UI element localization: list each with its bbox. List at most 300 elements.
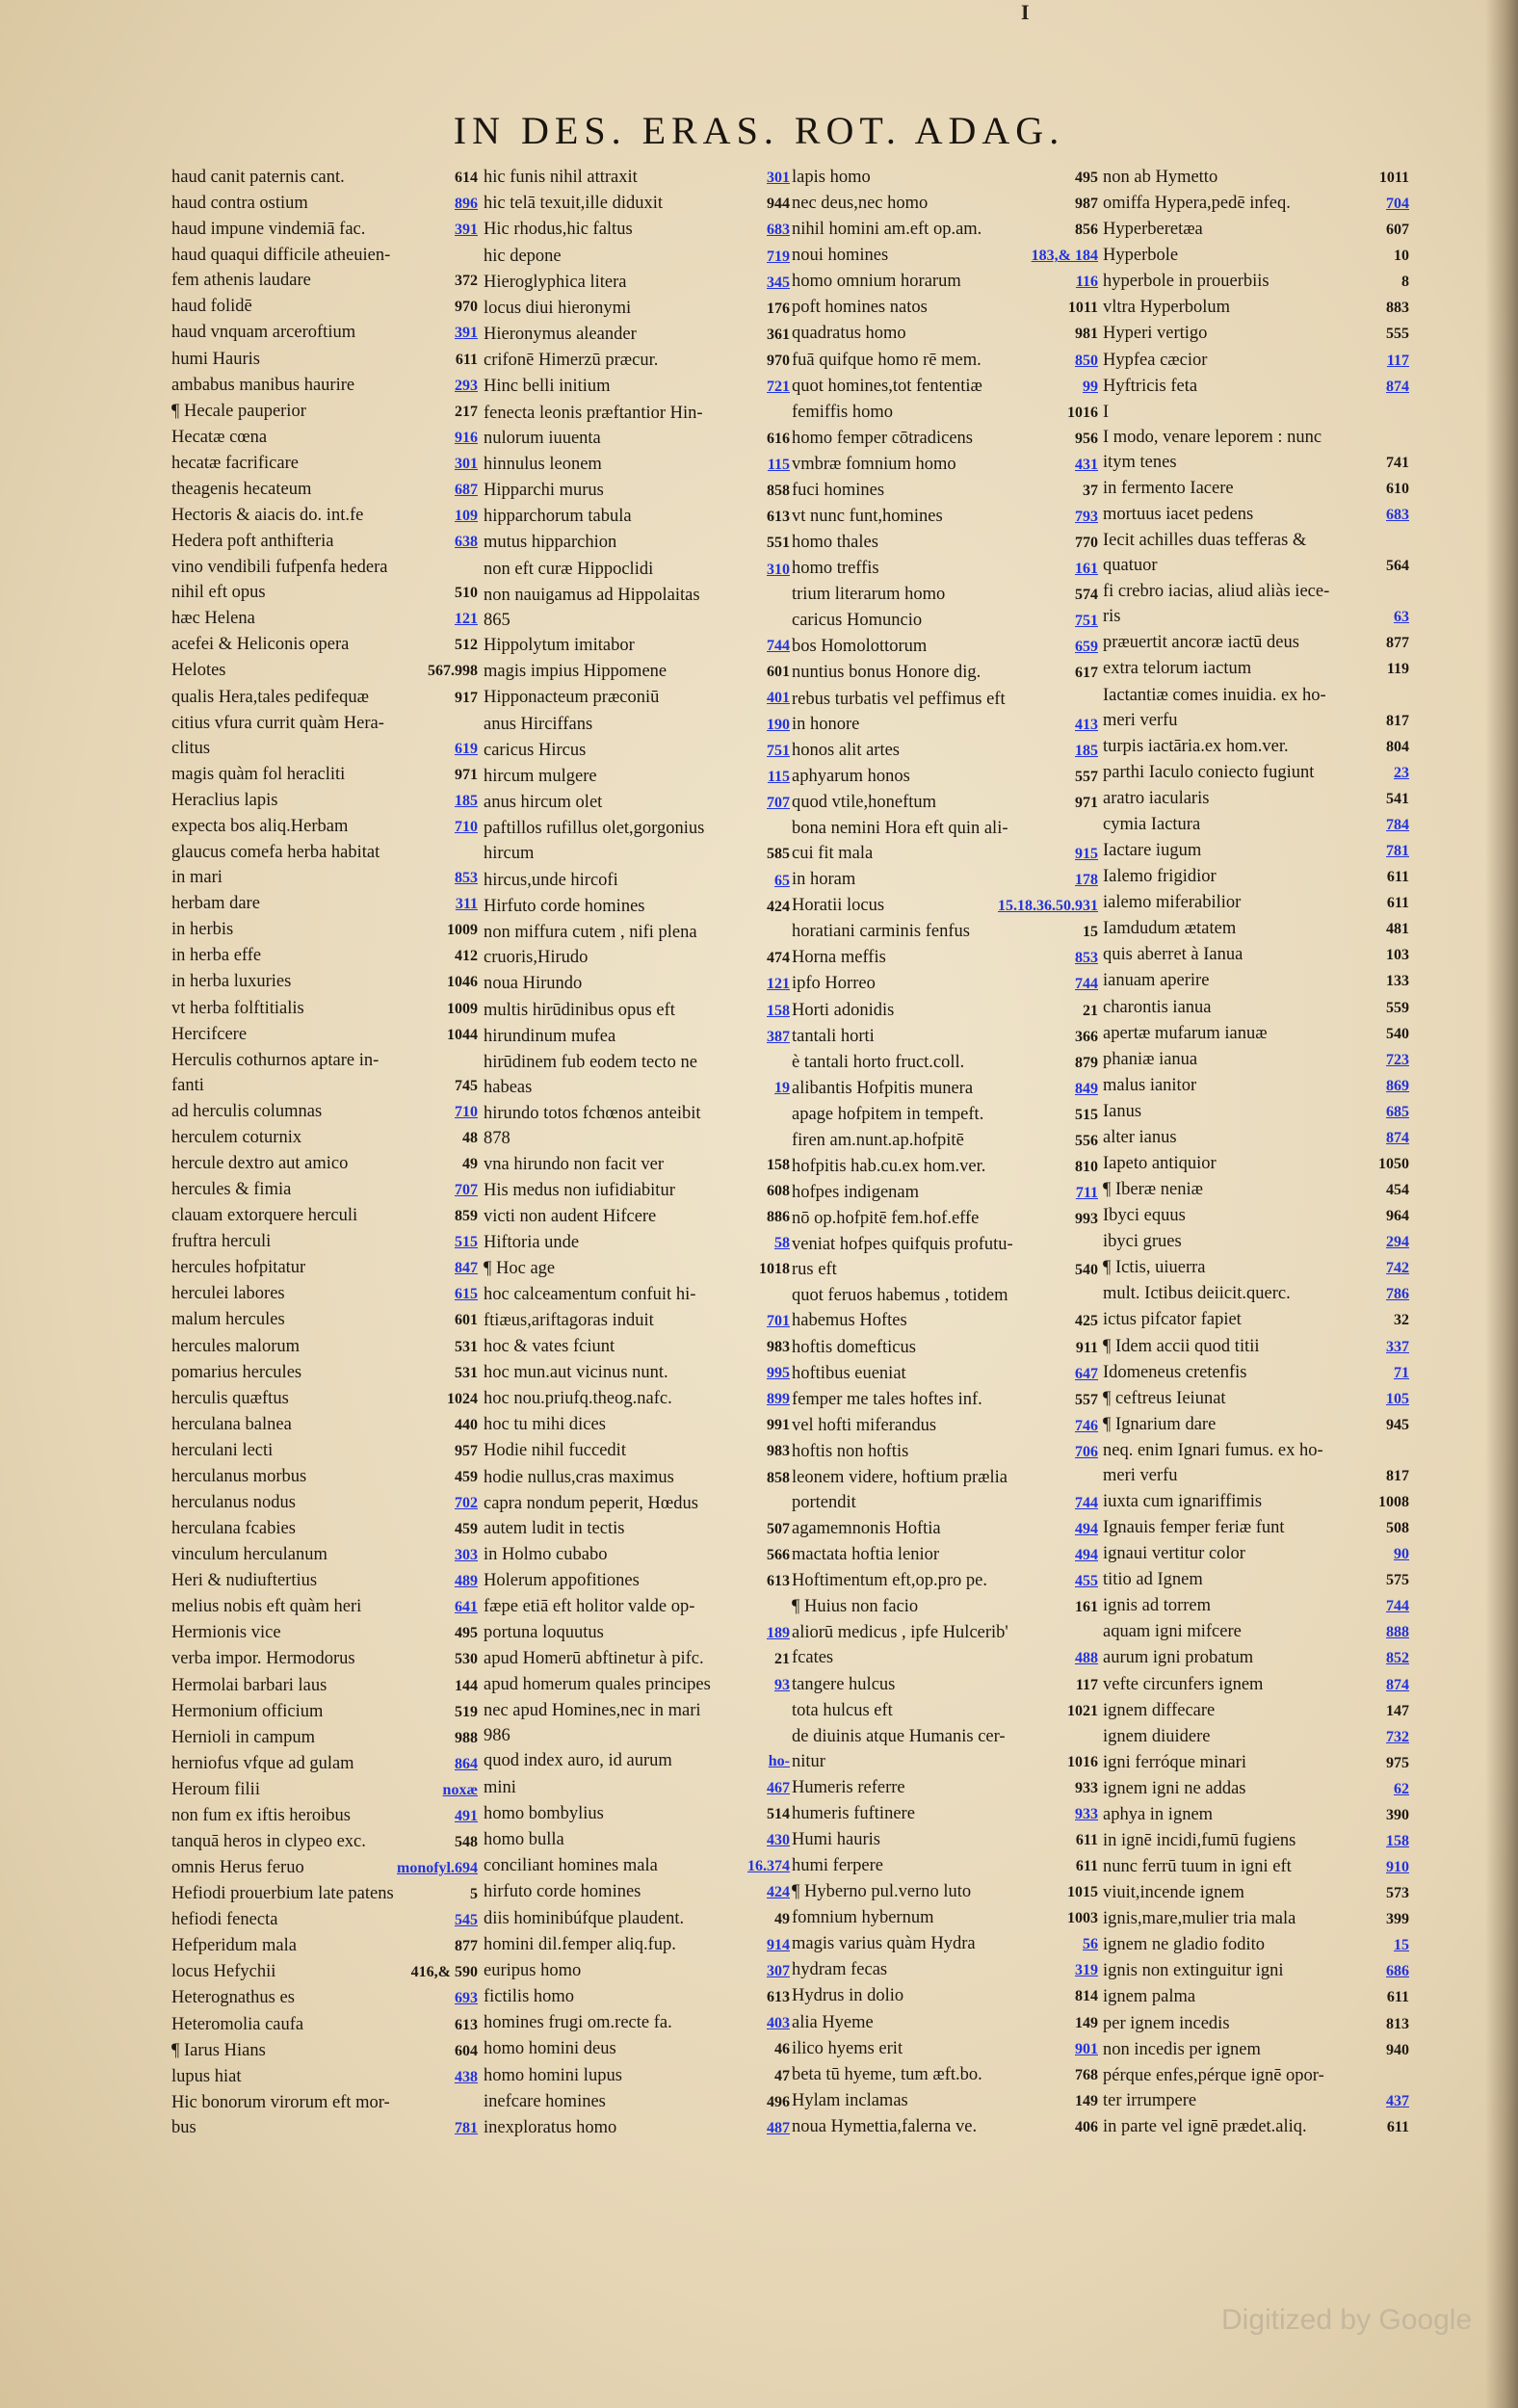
page-reference-link[interactable]: 874 <box>1386 1676 1409 1693</box>
page-reference-link[interactable]: 65 <box>774 872 790 889</box>
index-entry <box>484 1153 790 1177</box>
page-reference-link[interactable]: 710 <box>455 1103 478 1120</box>
page-reference-link[interactable]: 90 <box>1394 1546 1409 1563</box>
page-reference: 859 <box>455 1208 478 1225</box>
index-entry <box>484 349 790 373</box>
page-reference-link[interactable]: 494 <box>1075 1547 1098 1564</box>
page-reference: 21 <box>774 1650 790 1667</box>
page-reference-link[interactable]: 707 <box>455 1182 478 1199</box>
page-reference-link[interactable]: 19 <box>774 1080 790 1097</box>
page-reference-link[interactable]: 615 <box>455 1286 478 1303</box>
page-reference-link[interactable]: 16.374 <box>747 1858 790 1875</box>
page-reference-link[interactable]: 71 <box>1394 1364 1409 1381</box>
index-entry <box>1103 451 1409 475</box>
page-reference-link[interactable]: noxæ <box>442 1781 478 1798</box>
entry-text: ¶ Hyberno pul.verno luto <box>792 1882 972 1902</box>
entry-text: è tantali horto fruct.coll. <box>792 1052 965 1072</box>
entry-text: trium literarum homo <box>792 585 946 605</box>
index-entry <box>171 997 478 1021</box>
index-entry <box>484 1517 790 1541</box>
page-reference: 611 <box>1075 1832 1098 1848</box>
page-reference-link[interactable]: 874 <box>1386 1129 1409 1146</box>
page-reference-link[interactable]: 702 <box>455 1494 478 1511</box>
entry-text: herculani lecti <box>171 1440 274 1460</box>
page-reference-link[interactable]: 910 <box>1386 1859 1409 1876</box>
index-entry <box>484 1361 790 1385</box>
index-entry <box>1103 1308 1409 1332</box>
page-reference-link[interactable]: 293 <box>455 377 478 394</box>
index-entry <box>792 1362 1098 1386</box>
page-reference-link[interactable]: 916 <box>455 429 478 446</box>
page-reference-link[interactable]: 487 <box>767 2119 790 2136</box>
index-entry <box>171 686 478 710</box>
page-reference-link[interactable]: 424 <box>767 1884 790 1901</box>
index-entry <box>171 400 478 424</box>
page-reference-link[interactable]: 693 <box>455 1990 478 2007</box>
page-reference-link[interactable]: 719 <box>767 248 790 265</box>
index-entry <box>171 1882 478 1906</box>
entry-text: Iapeto antiquior <box>1103 1153 1217 1173</box>
entry-text: malus ianitor <box>1103 1075 1197 1095</box>
index-entry <box>792 1414 1098 1438</box>
page-reference: 1009 <box>447 1000 478 1017</box>
index-entry <box>484 921 790 944</box>
page-reference-link[interactable]: 105 <box>1386 1390 1409 1407</box>
entry-text: Heteromolia caufa <box>171 2014 304 2034</box>
index-entry <box>484 2064 790 2088</box>
entry-text: tangere hulcus <box>792 1674 896 1694</box>
page-reference: 745 <box>455 1077 478 1094</box>
entry-text: Hieroglyphica litera <box>484 272 627 292</box>
page-reference-link[interactable]: 784 <box>1386 816 1409 833</box>
page-reference-link[interactable]: 488 <box>1075 1650 1098 1667</box>
page-reference-link[interactable]: 751 <box>1075 613 1098 630</box>
index-entry <box>484 166 790 190</box>
page-reference-link[interactable]: 337 <box>1386 1338 1409 1355</box>
entry-text: crifonē Himerzū præcur. <box>484 351 659 371</box>
page-reference: 557 <box>1075 768 1098 785</box>
page-reference-link[interactable]: 189 <box>767 1624 790 1641</box>
index-entry <box>1103 1282 1409 1306</box>
entry-text: Heroum filii <box>171 1779 260 1799</box>
page-reference: 608 <box>767 1182 790 1199</box>
page-reference: 614 <box>455 170 478 186</box>
index-entry <box>792 1258 1098 1282</box>
page-reference-link[interactable]: 438 <box>455 2068 478 2085</box>
index-entry <box>1103 1126 1409 1150</box>
page-reference: 117 <box>1075 1676 1098 1693</box>
page-reference-link[interactable]: 515 <box>455 1234 478 1251</box>
page-reference-link[interactable]: 659 <box>1075 639 1098 656</box>
index-entry <box>171 1178 478 1202</box>
index-entry <box>484 739 790 763</box>
entry-text: firen am.nunt.ap.hofpitē <box>792 1130 964 1150</box>
entry-text: Horatii locus <box>792 896 885 916</box>
page-reference-link[interactable]: 781 <box>1386 843 1409 860</box>
page-reference: 540 <box>1075 1262 1098 1279</box>
entry-text: caricus Homuncio <box>792 611 923 631</box>
entry-text: non fum ex iftis heroibus <box>171 1805 352 1825</box>
page-reference: 613 <box>767 1989 790 2006</box>
page-reference: 1008 <box>1378 1493 1409 1510</box>
page-reference-link[interactable]: 723 <box>1386 1051 1409 1068</box>
index-entry <box>792 1155 1098 1179</box>
page-reference-link[interactable]: 311 <box>455 896 478 913</box>
page-reference-link[interactable]: 732 <box>1386 1728 1409 1745</box>
page-reference-link[interactable]: 864 <box>455 1755 478 1772</box>
page-reference-link[interactable]: 93 <box>774 1676 790 1693</box>
index-entry <box>792 1984 1098 2008</box>
page-reference-link[interactable]: 746 <box>1075 1417 1098 1434</box>
index-entry <box>171 2013 478 2037</box>
entry-text: Iamdudum ætatem <box>1103 919 1237 939</box>
entry-text: homo bulla <box>484 1830 564 1849</box>
entry-text: aphya in ignem <box>1103 1804 1214 1824</box>
page-reference: 21 <box>1083 1002 1098 1019</box>
entry-text: homo femper cōtradicens <box>792 428 974 448</box>
page-reference-link[interactable]: 15 <box>1394 1937 1409 1954</box>
entry-text: nec deus,nec homo <box>792 194 929 214</box>
entry-text: hodie nullus,cras maximus <box>484 1467 674 1487</box>
page-reference-link[interactable]: 744 <box>767 638 790 655</box>
entry-text: cymia Iactura <box>1103 814 1201 834</box>
page-reference-link[interactable]: 158 <box>767 1002 790 1019</box>
index-entry <box>1103 1881 1409 1905</box>
index-entry <box>1103 1907 1409 1931</box>
entry-text: rebus turbatis vel peffimus eft <box>792 689 1006 709</box>
entry-text: anus hircum olet <box>484 793 603 813</box>
page-reference: 988 <box>455 1729 478 1746</box>
index-entry <box>792 1621 1098 1644</box>
page-reference-link[interactable]: 116 <box>1075 274 1098 291</box>
entry-text: haud impune vindemiā fac. <box>171 220 366 240</box>
index-entry <box>1103 865 1409 889</box>
entry-text: verba impor. Hermodorus <box>171 1649 355 1669</box>
index-entry <box>1103 1516 1409 1540</box>
index-entry <box>484 895 790 919</box>
index-entry <box>171 1126 478 1150</box>
index-entry <box>484 1959 790 1983</box>
page-reference: 1024 <box>447 1390 478 1407</box>
page-reference-link[interactable]: 62 <box>1394 1780 1409 1797</box>
entry-text: Hercifcere <box>171 1024 248 1044</box>
page-reference: 981 <box>1075 326 1098 343</box>
page-reference-link[interactable]: 161 <box>1075 561 1098 578</box>
page-reference: 613 <box>767 509 790 526</box>
index-entry <box>792 1181 1098 1205</box>
index-entry <box>1103 761 1409 785</box>
index-entry <box>792 842 1098 866</box>
entry-text: Horti adonidis <box>792 1000 895 1020</box>
page-reference: 540 <box>1386 1025 1409 1042</box>
page-reference: 555 <box>1386 326 1409 343</box>
entry-text: nuntius bonus Honore dig. <box>792 663 981 683</box>
page-reference-link[interactable]: 914 <box>767 1936 790 1953</box>
page-reference-link[interactable]: 638 <box>455 534 478 551</box>
index-entry <box>171 815 478 839</box>
page-reference-link[interactable]: 869 <box>1386 1077 1409 1094</box>
entry-text: bos Homolottorum <box>792 637 928 657</box>
entry-text: Ialemo frigidior <box>1103 867 1217 887</box>
entry-text: magis varius quàm Hydra <box>792 1934 976 1954</box>
page-reference-link[interactable]: 489 <box>455 1573 478 1590</box>
page-reference-link[interactable]: 303 <box>455 1547 478 1564</box>
page-reference-link[interactable]: 319 <box>1075 1962 1098 1979</box>
page-reference-link[interactable]: 121 <box>767 976 790 993</box>
page-reference-link[interactable]: 391 <box>455 222 478 239</box>
page-reference-link[interactable]: 874 <box>1386 378 1409 395</box>
page-reference-link[interactable]: 455 <box>1075 1573 1098 1590</box>
page-reference-link[interactable]: 387 <box>767 1028 790 1045</box>
page-reference: 611 <box>1386 895 1409 912</box>
page-reference-link[interactable]: 190 <box>767 716 790 733</box>
page-reference-link[interactable]: 711 <box>1075 1185 1098 1202</box>
entry-text: ignis,mare,mulier tria mala <box>1103 1909 1296 1929</box>
index-entry <box>792 1750 1098 1774</box>
page-reference-link[interactable]: 915 <box>1075 846 1098 863</box>
entry-text: vinculum herculanum <box>171 1545 327 1565</box>
page-reference-link[interactable]: 683 <box>767 222 790 239</box>
entry-text: Holerum appofitiones <box>484 1571 640 1591</box>
entry-text: femiffis homo <box>792 402 893 422</box>
index-entry <box>484 1776 790 1800</box>
index-entry <box>1103 401 1409 424</box>
entry-text: noua Hymettia,falerna ve. <box>792 2116 978 2136</box>
index-entry <box>171 866 478 890</box>
page-reference-link[interactable]: 403 <box>767 2015 790 2032</box>
entry-text: ¶ Idem accii quod titii <box>1103 1336 1260 1356</box>
index-entry <box>792 739 1098 763</box>
index-entry <box>171 763 478 787</box>
page-reference: 496 <box>767 2093 790 2110</box>
page-reference-link[interactable]: 686 <box>1386 1963 1409 1980</box>
page-reference-link[interactable]: 185 <box>1075 742 1098 759</box>
entry-text: humeris fuftinere <box>792 1803 915 1823</box>
page-reference-link[interactable]: 430 <box>767 1832 790 1848</box>
page-reference-link[interactable]: 896 <box>455 196 478 213</box>
entry-text: vefte circunfers ignem <box>1103 1674 1264 1694</box>
index-entry <box>1103 1985 1409 2009</box>
entry-text: hoc & vates fciunt <box>484 1336 615 1356</box>
index-entry <box>792 1854 1098 1878</box>
page-reference-link[interactable]: 852 <box>1386 1650 1409 1667</box>
page-reference-link[interactable]: 56 <box>1083 1936 1098 1953</box>
index-entry <box>792 972 1098 996</box>
page-reference-link[interactable]: 301 <box>767 170 790 186</box>
page-reference-link[interactable]: 647 <box>1075 1365 1098 1382</box>
index-entry <box>792 1103 1098 1127</box>
page-reference-link[interactable]: 307 <box>767 1962 790 1979</box>
index-entry <box>1103 554 1409 578</box>
page-reference-link[interactable]: 63 <box>1394 609 1409 626</box>
page-reference-link[interactable]: 849 <box>1075 1080 1098 1097</box>
entry-text: quot homines,tot fententiæ <box>792 376 982 396</box>
page-reference: 495 <box>455 1625 478 1642</box>
entry-text: agamemnonis Hoftia <box>792 1519 941 1539</box>
entry-text: melius nobis eft quàm heri <box>171 1597 362 1617</box>
entry-text: hæc Helena <box>171 609 255 629</box>
index-entry <box>171 970 478 994</box>
index-entry <box>171 1204 478 1228</box>
page-reference-link[interactable]: 850 <box>1075 352 1098 369</box>
page-reference-link[interactable]: 710 <box>455 818 478 835</box>
index-entry <box>792 1776 1098 1800</box>
entry-text: fictilis homo <box>484 1987 575 2007</box>
page-reference: 1046 <box>447 974 478 991</box>
page-reference-link[interactable]: 707 <box>767 795 790 812</box>
index-entry <box>484 1647 790 1671</box>
entry-text: ¶ Iarus Hians <box>171 2040 266 2060</box>
page-reference-link[interactable]: 781 <box>455 2119 478 2136</box>
page-reference-link[interactable]: 294 <box>1386 1234 1409 1251</box>
index-entry <box>792 1932 1098 1956</box>
entry-text: Ignauis femper feriæ funt <box>1103 1518 1285 1538</box>
page-reference-link[interactable]: 706 <box>1075 1443 1098 1460</box>
page-reference-link[interactable]: 413 <box>1075 716 1098 733</box>
entry-text: conciliant homines mala <box>484 1856 658 1876</box>
entry-text: nihil homini am.eft op.am. <box>792 220 982 240</box>
entry-text: non incedis per ignem <box>1103 2039 1261 2059</box>
page-reference-link[interactable]: 786 <box>1386 1286 1409 1303</box>
index-entry <box>1103 2064 1409 2087</box>
page-reference-link[interactable]: 545 <box>455 1912 478 1929</box>
page-reference-link[interactable]: 437 <box>1386 2092 1409 2109</box>
entry-text: honos alit artes <box>792 740 901 760</box>
page-reference-link[interactable]: 431 <box>1075 456 1098 473</box>
page-reference-link[interactable]: 301 <box>455 455 478 472</box>
page-reference-link[interactable]: 117 <box>1386 352 1409 369</box>
page-reference-link[interactable]: 391 <box>455 325 478 342</box>
page-reference-link[interactable]: 183,& 184 <box>1031 248 1098 265</box>
page-reference: 46 <box>774 2041 790 2058</box>
page-reference-link[interactable]: 58 <box>774 1235 790 1252</box>
page-reference-link[interactable]: 158 <box>1386 1833 1409 1849</box>
page-reference: 149 <box>1075 2092 1098 2109</box>
index-entry <box>171 244 478 267</box>
page-reference-link[interactable]: 115 <box>767 456 790 473</box>
entry-text: ignem igni ne addas <box>1103 1778 1246 1798</box>
page-reference-link[interactable]: 744 <box>1386 1598 1409 1615</box>
page-reference-link[interactable]: 687 <box>455 481 478 498</box>
index-entry <box>1103 1439 1409 1462</box>
entry-text: His medus non iufidiabitur <box>484 1180 675 1200</box>
page-reference-link[interactable]: 99 <box>1083 378 1098 395</box>
entry-text: hoc mun.aut vicinus nunt. <box>484 1362 668 1382</box>
page-reference-link[interactable]: 744 <box>1075 1494 1098 1511</box>
page-reference-link[interactable]: 619 <box>455 740 478 757</box>
page-reference-link[interactable]: 901 <box>1075 2040 1098 2057</box>
page-reference: 856 <box>1075 222 1098 239</box>
page-reference-link[interactable]: 847 <box>455 1260 478 1277</box>
page-reference-link[interactable]: 401 <box>767 690 790 707</box>
page-reference-link[interactable]: 345 <box>767 274 790 291</box>
page-reference-link[interactable]: 15.18.36.50.931 <box>998 898 1098 915</box>
page-reference-link[interactable]: 491 <box>455 1807 478 1824</box>
page-reference-link[interactable]: 178 <box>1075 872 1098 889</box>
index-entry <box>171 530 478 554</box>
entry-text: ianuam aperire <box>1103 971 1210 991</box>
page-reference-link[interactable]: 899 <box>767 1391 790 1408</box>
index-entry <box>484 1933 790 1957</box>
index-entry <box>171 607 478 631</box>
page-reference: 933 <box>1075 1779 1098 1796</box>
page-reference: 741 <box>1386 454 1409 471</box>
entry-text: hercule dextro aut amico <box>171 1153 349 1173</box>
page-reference-link[interactable]: 683 <box>1386 507 1409 524</box>
page-reference-link[interactable]: 793 <box>1075 509 1098 526</box>
entry-text: ignis ad torrem <box>1103 1596 1212 1616</box>
page-reference-link[interactable]: 121 <box>455 611 478 628</box>
index-entry <box>484 791 790 815</box>
index-entry <box>792 817 1098 840</box>
page-reference-link[interactable]: 494 <box>1075 1521 1098 1538</box>
page-reference-link[interactable]: 23 <box>1394 764 1409 781</box>
page-reference-link[interactable]: 641 <box>455 1599 478 1616</box>
entry-text: hofpes indigenam <box>792 1183 920 1203</box>
entry-text: non eft curæ Hippoclidi <box>484 559 654 579</box>
page-reference-link[interactable]: 704 <box>1386 196 1409 213</box>
page-reference-link[interactable]: 467 <box>767 1779 790 1796</box>
page-reference-link[interactable]: 721 <box>767 379 790 396</box>
page-reference-link[interactable]: 185 <box>455 792 478 809</box>
page-reference-link[interactable]: 751 <box>767 742 790 759</box>
page-reference-link[interactable]: 742 <box>1386 1260 1409 1277</box>
page-reference-link[interactable]: 853 <box>1075 950 1098 967</box>
entry-text: ictus pifcator fapiet <box>1103 1310 1242 1330</box>
entry-text: apertæ mufarum ianuæ <box>1103 1023 1268 1043</box>
page-reference-link[interactable]: 310 <box>767 561 790 578</box>
entry-text: iuxta cum ignariffimis <box>1103 1491 1263 1511</box>
entry-text: poft homines natos <box>792 298 928 318</box>
index-entry <box>171 1074 478 1098</box>
page-reference-link[interactable]: 853 <box>455 870 478 887</box>
page-reference-link[interactable]: 701 <box>767 1312 790 1329</box>
index-entry <box>1103 1777 1409 1801</box>
page-reference-link[interactable]: 995 <box>767 1364 790 1381</box>
entry-text: malum hercules <box>171 1310 285 1330</box>
index-entry <box>484 245 790 269</box>
entry-text: hinnulus leonem <box>484 454 602 474</box>
entry-text: hirundinum mufea <box>484 1026 616 1046</box>
index-entry <box>484 505 790 529</box>
index-entry <box>792 1673 1098 1697</box>
page-reference-link[interactable]: 933 <box>1075 1805 1098 1822</box>
page-reference-link[interactable]: 888 <box>1386 1624 1409 1641</box>
page-reference: 366 <box>1075 1028 1098 1045</box>
entry-text: meri verfu <box>1103 710 1178 730</box>
page-reference-link[interactable]: 685 <box>1386 1103 1409 1120</box>
index-entry <box>792 868 1098 892</box>
index-entry <box>792 1906 1098 1930</box>
entry-text: fanti <box>171 1075 204 1095</box>
entry-text: rus eft <box>792 1260 837 1280</box>
entry-text: herculem coturnix <box>171 1127 302 1147</box>
page-reference: 611 <box>1386 869 1409 886</box>
index-entry <box>792 375 1098 399</box>
index-entry <box>1103 605 1409 629</box>
page-reference-link[interactable]: 744 <box>1075 976 1098 993</box>
page-reference: 987 <box>1075 196 1098 213</box>
page-reference-link[interactable]: monofyl.694 <box>397 1860 478 1877</box>
page-reference: 983 <box>767 1443 790 1460</box>
entry-text: aphyarum honos <box>792 766 910 786</box>
page-reference-link[interactable]: 109 <box>455 508 478 525</box>
page-reference-link[interactable]: ho- <box>768 1753 790 1770</box>
page-reference: 144 <box>455 1677 478 1694</box>
entry-text: bona nemini Hora eft quin ali- <box>792 818 1008 838</box>
index-entry <box>484 1466 790 1490</box>
page-reference-link[interactable]: 115 <box>767 768 790 785</box>
